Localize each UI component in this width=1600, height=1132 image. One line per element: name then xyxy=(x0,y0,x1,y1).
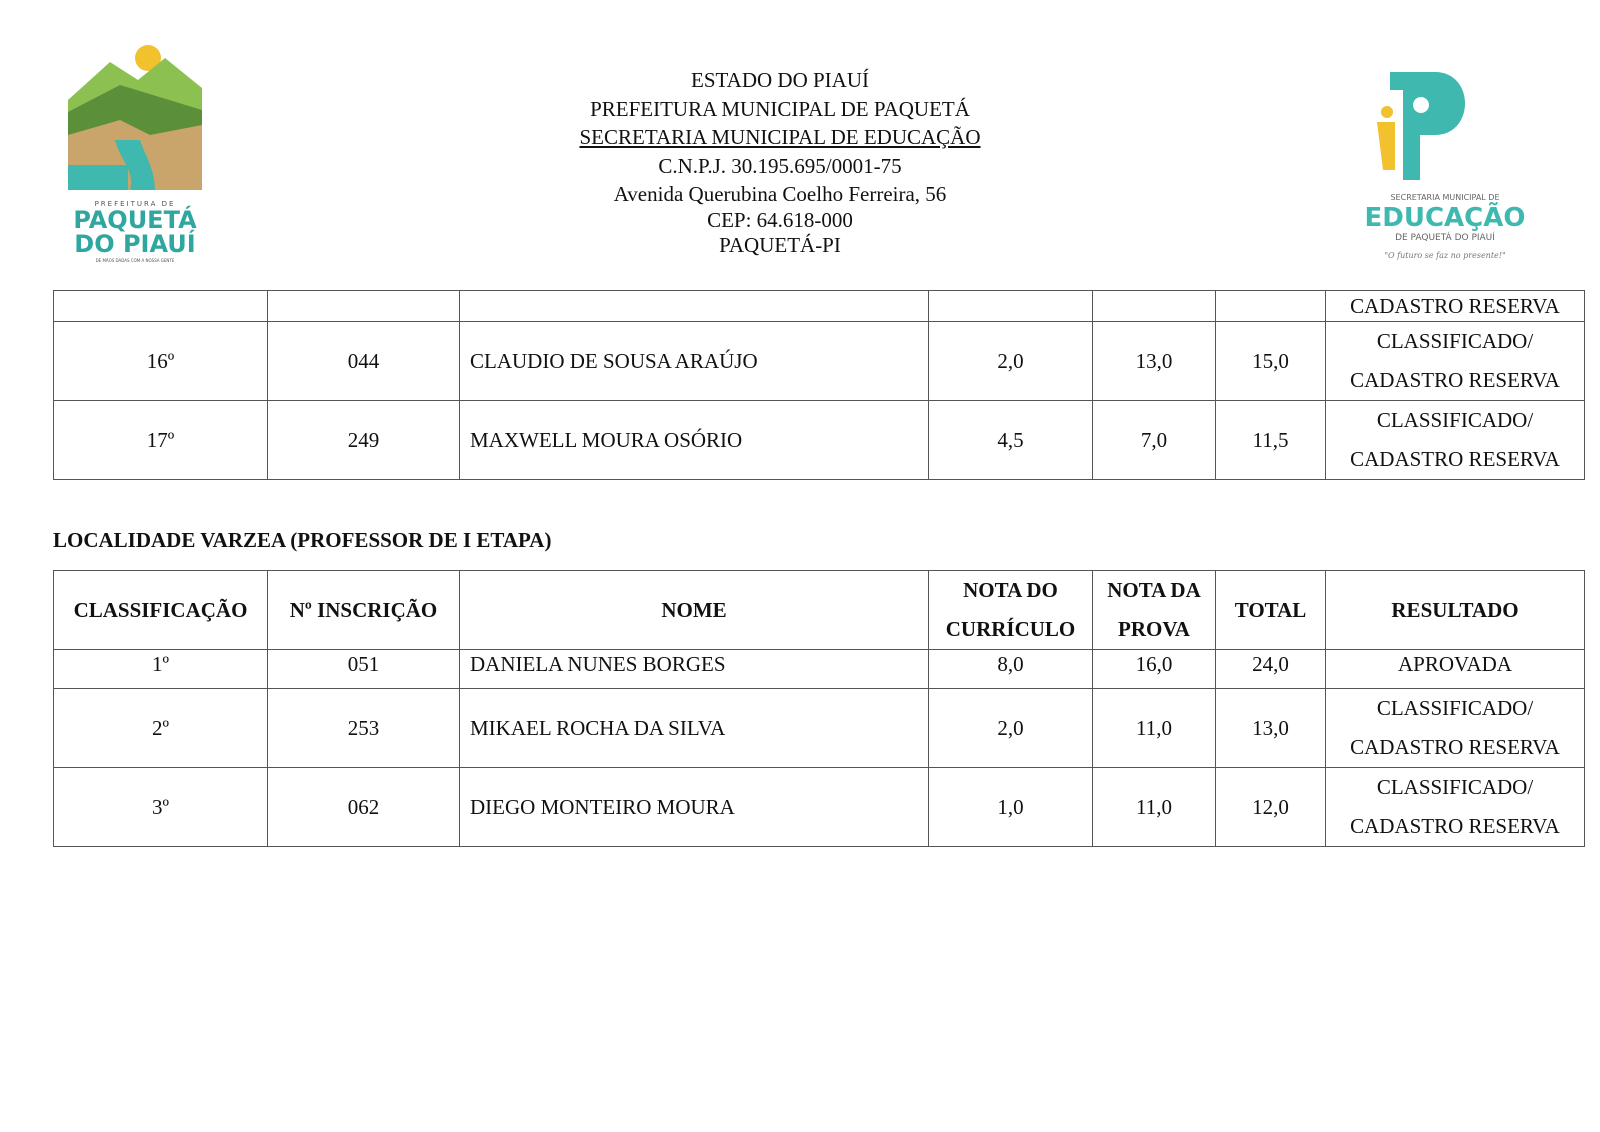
classification-cell: 1º xyxy=(54,650,268,689)
curriculum-score-cell: 4,5 xyxy=(929,401,1093,480)
inscription-cell: 062 xyxy=(268,768,460,847)
header-cep: CEP: 64.618-000 xyxy=(707,207,853,232)
inscription-cell: 253 xyxy=(268,689,460,768)
curriculum-score-cell: 2,0 xyxy=(929,689,1093,768)
result-cell xyxy=(1326,689,1585,768)
table-row xyxy=(54,322,1585,401)
logo-left-top-text: PREFEITURA DE xyxy=(94,200,176,208)
name-cell: MIKAEL ROCHA DA SILVA xyxy=(460,689,929,768)
exam-score-cell: 13,0 xyxy=(1093,322,1216,401)
curriculum-score-cell: 8,0 xyxy=(929,650,1093,689)
header-total: TOTAL xyxy=(1216,571,1326,650)
exam-score-cell: 11,0 xyxy=(1093,768,1216,847)
header-cnpj: C.N.P.J. 30.195.695/0001-75 xyxy=(658,153,902,178)
result-line-2: CADASTRO RESERVA xyxy=(1350,447,1560,471)
results-table-varzea xyxy=(53,570,1585,847)
table-row xyxy=(54,650,1585,689)
inscription-cell: 249 xyxy=(268,401,460,480)
classification-cell: 2º xyxy=(54,689,268,768)
result-line-2: CADASTRO RESERVA xyxy=(1350,368,1560,392)
curriculum-score-cell: 1,0 xyxy=(929,768,1093,847)
table-row xyxy=(54,768,1585,847)
result-cell: CADASTRO RESERVA xyxy=(1326,291,1585,322)
educacao-logo xyxy=(1355,60,1535,270)
result-line-2: CADASTRO RESERVA xyxy=(1350,735,1560,759)
table-row xyxy=(54,291,1585,322)
result-cell xyxy=(1326,768,1585,847)
logo-right-top-text: SECRETARIA MUNICIPAL DE xyxy=(1390,193,1500,202)
header-prova-line2: PROVA xyxy=(1118,617,1190,641)
header-inscricao: Nº INSCRIÇÃO xyxy=(268,571,460,650)
header-curriculo-line1: NOTA DO xyxy=(963,578,1058,602)
result-cell xyxy=(1326,322,1585,401)
header-address: Avenida Querubina Coelho Ferreira, 56 xyxy=(613,182,947,206)
name-cell: DIEGO MONTEIRO MOURA xyxy=(460,768,929,847)
result-line-2: CADASTRO RESERVA xyxy=(1350,814,1560,838)
logo-right-sub: DE PAQUETÁ DO PIAUÍ xyxy=(1395,233,1495,243)
logo-left-slogan: DE MÃOS DADAS COM A NOSSA GENTE xyxy=(95,258,175,263)
result-line-1: CLASSIFICADO/ xyxy=(1376,696,1534,720)
table-row xyxy=(54,401,1585,480)
name-cell: MAXWELL MOURA OSÓRIO xyxy=(460,401,929,480)
header-prova xyxy=(1093,571,1216,650)
curriculum-score-cell: 2,0 xyxy=(929,322,1093,401)
result-cell xyxy=(1326,401,1585,480)
classification-cell: 16º xyxy=(54,322,268,401)
table-header-row xyxy=(54,571,1585,650)
header-state: ESTADO DO PIAUÍ xyxy=(691,68,869,92)
header-prova-line1: NOTA DA xyxy=(1107,578,1201,602)
results-table-continued xyxy=(53,290,1585,480)
header-prefeitura: PREFEITURA MUNICIPAL DE PAQUETÁ xyxy=(590,96,970,121)
logo-right-slogan: "O futuro se faz no presente!" xyxy=(1384,251,1506,260)
header-resultado: RESULTADO xyxy=(1326,571,1585,650)
result-line-1: CLASSIFICADO/ xyxy=(1376,329,1534,353)
document-header xyxy=(380,66,1180,260)
name-cell: DANIELA NUNES BORGES xyxy=(460,650,929,689)
exam-score-cell: 11,0 xyxy=(1093,689,1216,768)
result-cell: APROVADA xyxy=(1326,650,1585,689)
exam-score-cell: 16,0 xyxy=(1093,650,1216,689)
logo-left-main2: DO PIAUÍ xyxy=(74,230,196,258)
header-city: PAQUETÁ-PI xyxy=(719,233,841,257)
header-secretaria: SECRETARIA MUNICIPAL DE EDUCAÇÃO xyxy=(579,125,981,149)
header-curriculo-line2: CURRÍCULO xyxy=(945,617,1076,641)
classification-cell: 17º xyxy=(54,401,268,480)
total-cell: 15,0 xyxy=(1216,322,1326,401)
exam-score-cell: 7,0 xyxy=(1093,401,1216,480)
classification-cell: 3º xyxy=(54,768,268,847)
header-classificacao: CLASSIFICAÇÃO xyxy=(54,571,268,650)
total-cell: 12,0 xyxy=(1216,768,1326,847)
total-cell: 11,5 xyxy=(1216,401,1326,480)
header-curriculo xyxy=(929,571,1093,650)
inscription-cell: 051 xyxy=(268,650,460,689)
name-cell: CLAUDIO DE SOUSA ARAÚJO xyxy=(460,322,929,401)
logo-right-main: EDUCAÇÃO xyxy=(1364,203,1526,233)
paqueta-logo xyxy=(60,40,210,270)
section-title: LOCALIDADE VARZEA (PROFESSOR DE I ETAPA) xyxy=(53,528,552,552)
header-nome: NOME xyxy=(460,571,929,650)
result-line-1: CLASSIFICADO/ xyxy=(1376,408,1534,432)
result-line-1: CLASSIFICADO/ xyxy=(1376,775,1534,799)
table-row xyxy=(54,689,1585,768)
total-cell: 13,0 xyxy=(1216,689,1326,768)
inscription-cell: 044 xyxy=(268,322,460,401)
total-cell: 24,0 xyxy=(1216,650,1326,689)
logo-left-main1: PAQUETÁ xyxy=(73,206,197,234)
